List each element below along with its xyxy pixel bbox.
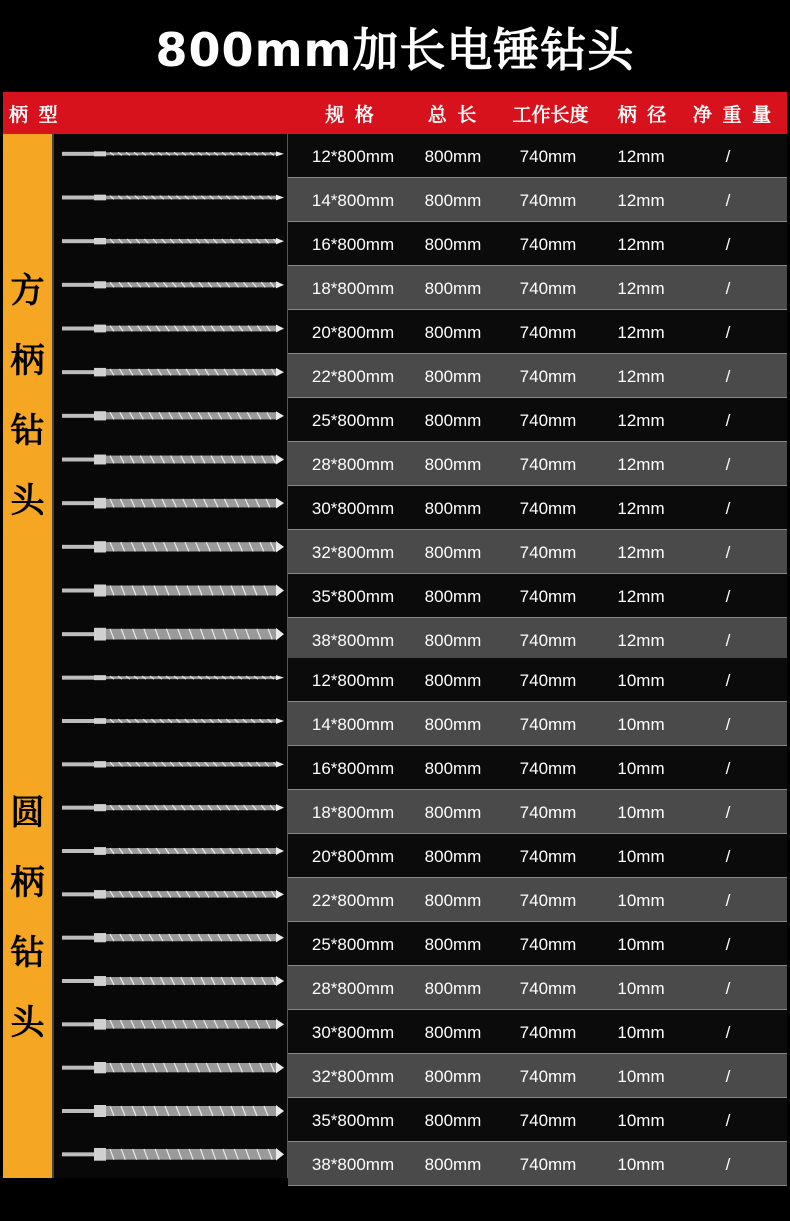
table-header (3, 92, 787, 134)
cell-work-length: 740mm (519, 543, 577, 562)
cell-work-length: 740mm (519, 1155, 577, 1174)
table-row (288, 1010, 787, 1054)
spec-rows (288, 134, 787, 658)
cell-net-weight: / (725, 587, 731, 606)
cell-shank-diameter: 10mm (617, 1023, 665, 1042)
cell-work-length: 740mm (519, 935, 577, 954)
cell-spec: 38*800mm (311, 631, 395, 650)
cell-spec: 25*800mm (311, 411, 395, 430)
section-label-char: 头 (10, 1003, 45, 1043)
cell-work-length: 740mm (519, 891, 577, 910)
cell-work-length: 740mm (519, 1111, 577, 1130)
header-total-length: 总 长 (427, 104, 479, 126)
cell-net-weight: / (725, 455, 731, 474)
cell-total-length: 800mm (424, 455, 482, 474)
section-label-char: 柄 (10, 341, 45, 381)
cell-net-weight: / (725, 715, 731, 734)
section-label-char: 柄 (10, 863, 45, 903)
drill-bit-icon (62, 1148, 284, 1161)
cell-spec: 14*800mm (311, 715, 395, 734)
spec-rows (288, 658, 787, 1178)
drill-bit-icon (62, 847, 284, 855)
cell-net-weight: / (725, 1111, 731, 1130)
cell-total-length: 800mm (424, 935, 482, 954)
drill-bit-icon (62, 933, 284, 942)
cell-shank-diameter: 12mm (617, 587, 665, 606)
cell-shank-diameter: 10mm (617, 803, 665, 822)
cell-work-length: 740mm (519, 323, 577, 342)
section-square-shank (3, 134, 787, 658)
cell-total-length: 800mm (424, 631, 482, 650)
cell-work-length: 740mm (519, 847, 577, 866)
cell-work-length: 740mm (519, 147, 577, 166)
drill-bit-icon (62, 325, 284, 333)
cell-total-length: 800mm (424, 1155, 482, 1174)
cell-shank-diameter: 12mm (617, 455, 665, 474)
header-net-weight: 净 重 量 (692, 104, 774, 126)
cell-total-length: 800mm (424, 1067, 482, 1086)
table-row (288, 486, 787, 530)
cell-spec: 35*800mm (311, 1111, 395, 1130)
table-row (288, 574, 787, 618)
cell-net-weight: / (725, 279, 731, 298)
cell-spec: 12*800mm (311, 147, 395, 166)
drill-bit-icon (62, 1019, 284, 1030)
section-label-char: 钻 (10, 411, 45, 451)
cell-total-length: 800mm (424, 191, 482, 210)
drill-bit-illustrations (54, 658, 287, 1178)
header-shank-type: 柄 型 (9, 104, 60, 126)
cell-spec: 20*800mm (311, 847, 395, 866)
cell-net-weight: / (725, 891, 731, 910)
table-row (288, 966, 787, 1010)
cell-spec: 32*800mm (311, 1067, 395, 1086)
cell-spec: 38*800mm (311, 1155, 395, 1174)
drill-bit-icon (62, 498, 284, 509)
drill-bit-icon (62, 411, 284, 420)
cell-net-weight: / (725, 235, 731, 254)
table-row (288, 1054, 787, 1098)
table-row (288, 746, 787, 790)
cell-spec: 28*800mm (311, 979, 395, 998)
drill-bit-icon (62, 585, 284, 597)
section-label-char: 钻 (10, 933, 45, 973)
cell-shank-diameter: 10mm (617, 1067, 665, 1086)
cell-total-length: 800mm (424, 715, 482, 734)
cell-shank-diameter: 10mm (617, 1111, 665, 1130)
section-round-shank (3, 658, 787, 1178)
cell-total-length: 800mm (424, 543, 482, 562)
cell-spec: 22*800mm (311, 891, 395, 910)
cell-net-weight: / (725, 671, 731, 690)
drill-bit-icon (62, 718, 284, 724)
section-label-char: 头 (10, 481, 45, 521)
cell-total-length: 800mm (424, 803, 482, 822)
cell-net-weight: / (725, 147, 731, 166)
header-work-length: 工作长度 (512, 104, 589, 126)
cell-work-length: 740mm (519, 759, 577, 778)
cell-work-length: 740mm (519, 499, 577, 518)
cell-shank-diameter: 12mm (617, 631, 665, 650)
cell-shank-diameter: 10mm (617, 671, 665, 690)
cell-work-length: 740mm (519, 1023, 577, 1042)
drill-bit-icon (62, 1105, 284, 1117)
drill-bit-icon (62, 890, 284, 899)
cell-spec: 12*800mm (311, 671, 395, 690)
cell-total-length: 800mm (424, 323, 482, 342)
cell-net-weight: / (725, 499, 731, 518)
cell-net-weight: / (725, 979, 731, 998)
cell-work-length: 740mm (519, 411, 577, 430)
cell-work-length: 740mm (519, 587, 577, 606)
cell-shank-diameter: 10mm (617, 935, 665, 954)
cell-total-length: 800mm (424, 979, 482, 998)
cell-spec: 35*800mm (311, 587, 395, 606)
table-row (288, 658, 787, 702)
cell-work-length: 740mm (519, 235, 577, 254)
cell-total-length: 800mm (424, 1111, 482, 1130)
drill-bit-icon (62, 628, 284, 641)
drill-bit-icon (62, 761, 284, 767)
cell-net-weight: / (725, 191, 731, 210)
page-title: 800mm加长电锤钻头 (155, 23, 635, 77)
drill-bit-icon (62, 804, 284, 811)
cell-spec: 20*800mm (311, 323, 395, 342)
cell-spec: 16*800mm (311, 759, 395, 778)
cell-total-length: 800mm (424, 235, 482, 254)
cell-work-length: 740mm (519, 279, 577, 298)
cell-work-length: 740mm (519, 191, 577, 210)
cell-spec: 18*800mm (311, 279, 395, 298)
cell-shank-diameter: 12mm (617, 147, 665, 166)
cell-spec: 18*800mm (311, 803, 395, 822)
cell-spec: 32*800mm (311, 543, 395, 562)
header-shank-diameter: 柄 径 (617, 104, 669, 126)
cell-spec: 16*800mm (311, 235, 395, 254)
table-row (288, 530, 787, 574)
cell-shank-diameter: 12mm (617, 235, 665, 254)
cell-shank-diameter: 10mm (617, 891, 665, 910)
cell-net-weight: / (725, 935, 731, 954)
table-row (288, 266, 787, 310)
cell-spec: 30*800mm (311, 1023, 395, 1042)
cell-shank-diameter: 10mm (617, 847, 665, 866)
drill-bit-icon (62, 151, 284, 156)
cell-work-length: 740mm (519, 671, 577, 690)
drill-bit-icon (62, 368, 284, 377)
table-row (288, 790, 787, 834)
cell-net-weight: / (725, 367, 731, 386)
cell-spec: 22*800mm (311, 367, 395, 386)
table-row (288, 398, 787, 442)
table-row (288, 618, 787, 662)
drill-bit-icon (62, 1062, 284, 1073)
drill-bit-icon (62, 281, 284, 288)
drill-bit-icon (62, 541, 284, 552)
section-label-char: 方 (10, 271, 45, 311)
drill-bit-icon (62, 238, 284, 244)
table-row (288, 922, 787, 966)
table-row (288, 354, 787, 398)
section-label (3, 658, 54, 1178)
drill-bit-icon (62, 675, 284, 680)
cell-total-length: 800mm (424, 891, 482, 910)
cell-work-length: 740mm (519, 1067, 577, 1086)
cell-shank-diameter: 10mm (617, 979, 665, 998)
cell-spec: 30*800mm (311, 499, 395, 518)
cell-total-length: 800mm (424, 147, 482, 166)
table-row (288, 834, 787, 878)
cell-net-weight: / (725, 847, 731, 866)
cell-total-length: 800mm (424, 367, 482, 386)
cell-net-weight: / (725, 1155, 731, 1174)
cell-total-length: 800mm (424, 671, 482, 690)
cell-net-weight: / (725, 543, 731, 562)
cell-shank-diameter: 12mm (617, 323, 665, 342)
table-row (288, 310, 787, 354)
section-label-char: 圆 (10, 793, 45, 833)
cell-net-weight: / (725, 1067, 731, 1086)
table-row (288, 222, 787, 266)
cell-shank-diameter: 10mm (617, 759, 665, 778)
table-row (288, 442, 787, 486)
cell-spec: 14*800mm (311, 191, 395, 210)
drill-bit-icon (62, 455, 284, 465)
cell-shank-diameter: 12mm (617, 543, 665, 562)
cell-total-length: 800mm (424, 759, 482, 778)
drill-bit-illustrations (54, 134, 287, 658)
cell-spec: 28*800mm (311, 455, 395, 474)
cell-work-length: 740mm (519, 631, 577, 650)
table-row (288, 878, 787, 922)
cell-net-weight: / (725, 411, 731, 430)
cell-shank-diameter: 12mm (617, 279, 665, 298)
header-spec: 规 格 (325, 104, 376, 126)
table-row (288, 1098, 787, 1142)
drill-bit-images (54, 658, 288, 1178)
cell-net-weight: / (725, 759, 731, 778)
cell-total-length: 800mm (424, 279, 482, 298)
cell-shank-diameter: 10mm (617, 1155, 665, 1174)
cell-net-weight: / (725, 1023, 731, 1042)
drill-bit-images (54, 134, 288, 658)
drill-bit-icon (62, 976, 284, 986)
cell-shank-diameter: 10mm (617, 715, 665, 734)
cell-total-length: 800mm (424, 411, 482, 430)
cell-shank-diameter: 12mm (617, 367, 665, 386)
section-label (3, 134, 54, 658)
table-row (288, 178, 787, 222)
cell-shank-diameter: 12mm (617, 499, 665, 518)
cell-spec: 25*800mm (311, 935, 395, 954)
table-row (288, 702, 787, 746)
cell-net-weight: / (725, 631, 731, 650)
cell-work-length: 740mm (519, 367, 577, 386)
cell-work-length: 740mm (519, 803, 577, 822)
table-row (288, 1142, 787, 1186)
cell-total-length: 800mm (424, 587, 482, 606)
cell-net-weight: / (725, 803, 731, 822)
cell-net-weight: / (725, 323, 731, 342)
cell-work-length: 740mm (519, 715, 577, 734)
cell-total-length: 800mm (424, 1023, 482, 1042)
cell-total-length: 800mm (424, 847, 482, 866)
cell-shank-diameter: 12mm (617, 411, 665, 430)
cell-work-length: 740mm (519, 979, 577, 998)
cell-total-length: 800mm (424, 499, 482, 518)
drill-bit-icon (62, 195, 284, 201)
cell-shank-diameter: 12mm (617, 191, 665, 210)
table-row (288, 134, 787, 178)
cell-work-length: 740mm (519, 455, 577, 474)
